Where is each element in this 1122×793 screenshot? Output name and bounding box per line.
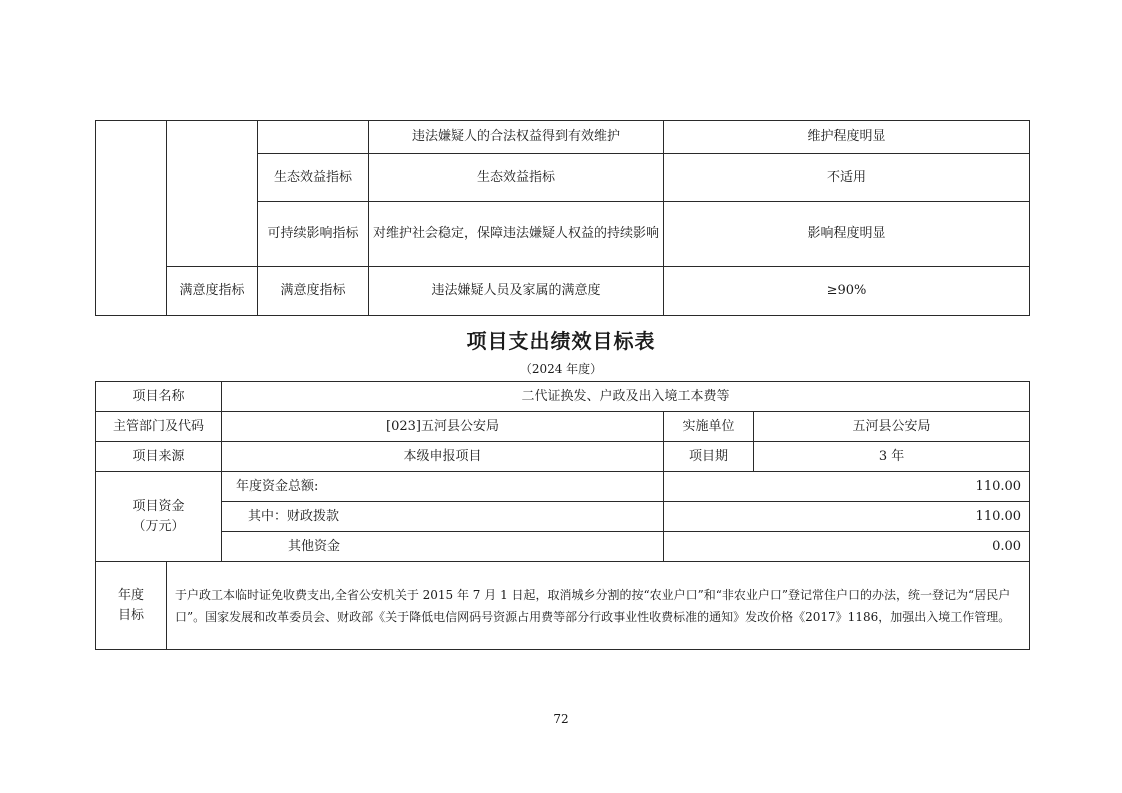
total-funds-label: 年度资金总额: xyxy=(222,472,664,502)
project-name-value: 二代证换发、户政及出入境工本费等 xyxy=(222,382,1030,412)
impl-unit-label: 实施单位 xyxy=(664,412,754,442)
other-funds-label: 其他资金 xyxy=(222,532,664,562)
fiscal-funds-label: 其中：财政拨款 xyxy=(222,502,664,532)
subcategory-cell: 满意度指标 xyxy=(167,267,258,316)
indicator-content-cell: 违法嫌疑人员及家属的满意度 xyxy=(369,267,664,316)
page-number: 72 xyxy=(553,712,569,726)
annual-goal-label-line-2: 目标 xyxy=(117,607,144,623)
funds-label-line-1: 项目资金 xyxy=(132,498,185,514)
other-funds-value: 0.00 xyxy=(664,532,1030,562)
impl-unit-value: 五河县公安局 xyxy=(754,412,1030,442)
funds-label xyxy=(96,472,222,562)
indicator-type-cell: 可持续影响指标 xyxy=(258,202,369,267)
indicator-content-cell: 违法嫌疑人的合法权益得到有效维护 xyxy=(369,121,664,154)
indicator-target-cell: 影响程度明显 xyxy=(664,202,1030,267)
indicator-type-cell: 生态效益指标 xyxy=(258,154,369,202)
project-name-label: 项目名称 xyxy=(96,382,222,412)
dept-value: [023]五河县公安局 xyxy=(222,412,664,442)
indicator-target-cell: 不适用 xyxy=(664,154,1030,202)
source-value: 本级申报项目 xyxy=(222,442,664,472)
indicator-type-cell xyxy=(258,121,369,154)
annual-goal-label-line-1: 年度 xyxy=(117,587,144,603)
indicator-type-cell: 满意度指标 xyxy=(258,267,369,316)
period-value: 3 年 xyxy=(754,442,1030,472)
category-cell-blank xyxy=(96,121,167,316)
dept-label: 主管部门及代码 xyxy=(96,412,222,442)
indicator-target-cell: 维护程度明显 xyxy=(664,121,1030,154)
period-label: 项目期 xyxy=(664,442,754,472)
indicator-table-continued xyxy=(95,120,1030,316)
subcategory-cell-blank xyxy=(167,121,258,267)
fiscal-funds-value: 110.00 xyxy=(664,502,1030,532)
total-funds-value: 110.00 xyxy=(664,472,1030,502)
performance-target-table xyxy=(95,381,1030,650)
page-subtitle: （2024 年度） xyxy=(519,362,603,376)
indicator-content-cell: 生态效益指标 xyxy=(369,154,664,202)
source-label: 项目来源 xyxy=(96,442,222,472)
page-title: 项目支出绩效目标表 xyxy=(466,329,656,353)
indicator-target-cell: ≥90% xyxy=(664,267,1030,316)
annual-goal-text: 于户政工本临时证免收费支出,全省公安机关于 2015 年 7 月 1 日起，取消城乡分割的按“农业户口”和“非农业户口”登记常住户口的办法，统一登记为“居民户口”。国家发展和改革委员会、财政部《关于降低电信网码号资源占用费等部分行政事业性收费标准的通知》发改价格《2017》1186，加强出入境工作管理。 xyxy=(167,562,1030,650)
indicator-content-cell: 对维护社会稳定，保障违法嫌疑人权益的持续影响 xyxy=(369,202,664,267)
funds-label-line-2: （万元） xyxy=(132,518,185,534)
annual-goal-label xyxy=(96,562,167,650)
